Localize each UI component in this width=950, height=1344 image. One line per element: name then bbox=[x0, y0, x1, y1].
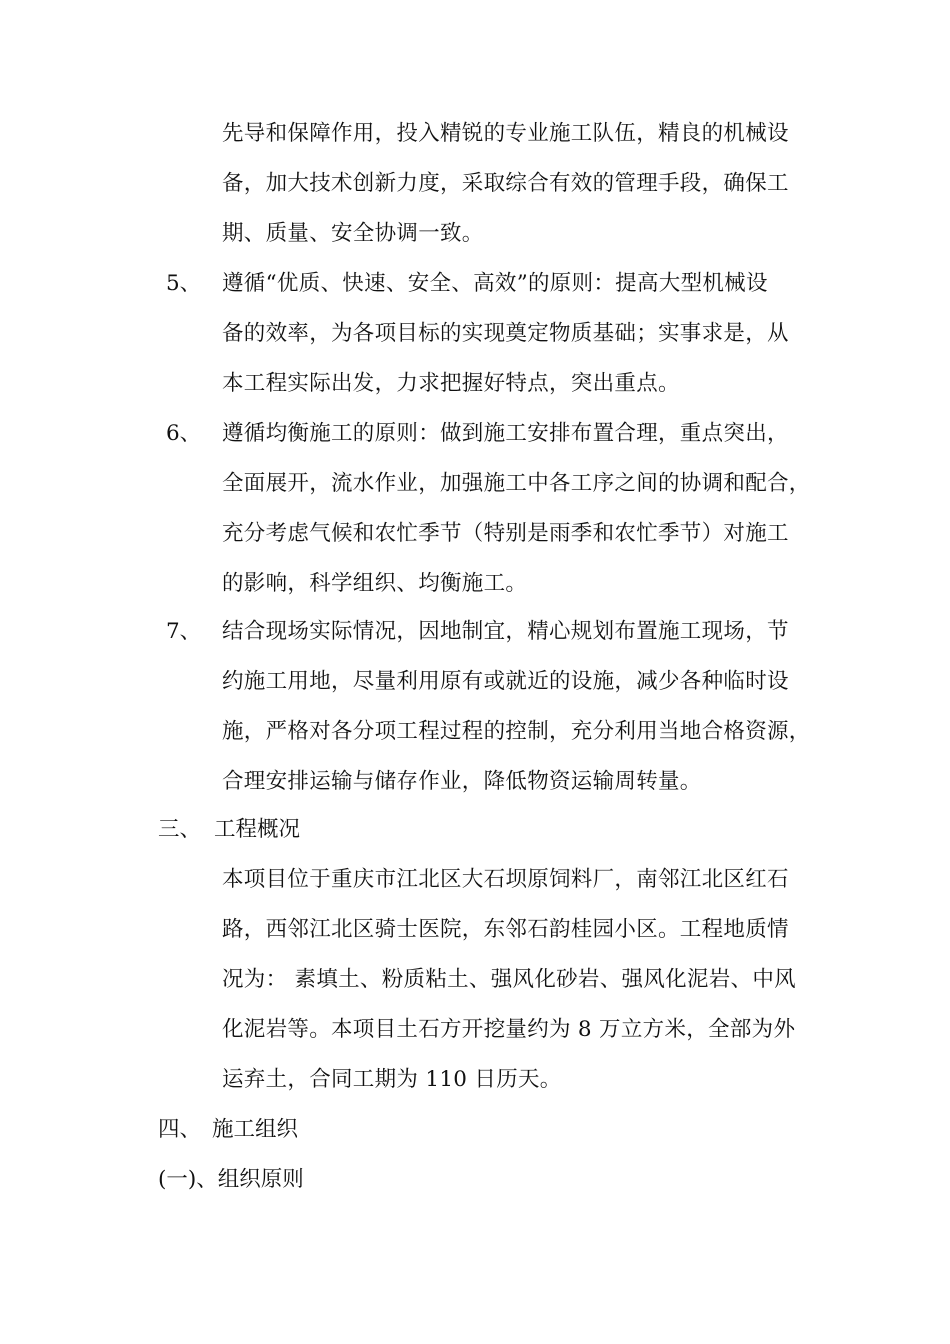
paragraph-line: 结合现场实际情况，因地制宜，精心规划布置施工现场，节 bbox=[222, 619, 789, 644]
list-item-number: 5、 bbox=[166, 271, 202, 296]
paragraph-line: 期、质量、安全协调一致。 bbox=[222, 221, 484, 246]
paragraph-line: 运弃土，合同工期为 110 日历天。 bbox=[222, 1067, 562, 1092]
paragraph-line: 备，加大技术创新力度，采取综合有效的管理手段，确保工 bbox=[222, 171, 789, 196]
list-item-number: 7、 bbox=[166, 619, 202, 644]
list-item-number: 6、 bbox=[166, 421, 202, 446]
paragraph-line: 约施工用地，尽量利用原有或就近的设施，减少各种临时设 bbox=[222, 669, 789, 694]
section-title: 工程概况 bbox=[214, 817, 301, 842]
paragraph-line: 遵循“优质、快速、安全、高效”的原则：提高大型机械设 bbox=[222, 271, 768, 296]
paragraph-line: 路，西邻江北区骑士医院，东邻石韵桂园小区。工程地质情 bbox=[222, 917, 789, 942]
paragraph-line: 化泥岩等。本项目土石方开挖量约为 8 万立方米，全部为外 bbox=[222, 1017, 796, 1042]
paragraph-line: 充分考虑气候和农忙季节（特别是雨季和农忙季节）对施工 bbox=[222, 521, 789, 546]
paragraph-line: 全面展开，流水作业，加强施工中各工序之间的协调和配合， bbox=[222, 471, 811, 496]
paragraph-line: 先导和保障作用，投入精锐的专业施工队伍，精良的机械设 bbox=[222, 121, 789, 146]
section-number: 三、 bbox=[158, 817, 202, 842]
section-title: 施工组织 bbox=[212, 1117, 299, 1142]
paragraph-line: 施，严格对各分项工程过程的控制，充分利用当地合格资源， bbox=[222, 719, 811, 744]
paragraph-line: 备的效率，为各项目标的实现奠定物质基础；实事求是，从 bbox=[222, 321, 789, 346]
section-number: 四、 bbox=[158, 1117, 202, 1142]
paragraph-line: 本工程实际出发，力求把握好特点，突出重点。 bbox=[222, 371, 680, 396]
paragraph-line: 本项目位于重庆市江北区大石坝原饲料厂，南邻江北区红石 bbox=[222, 867, 789, 892]
paragraph-line: 况为： 素填土、粉质粘土、强风化砂岩、强风化泥岩、中风 bbox=[222, 967, 796, 992]
paragraph-line: 合理安排运输与储存作业，降低物资运输周转量。 bbox=[222, 769, 702, 794]
paragraph-line: 的影响，科学组织、均衡施工。 bbox=[222, 571, 528, 596]
subsection-title: (一)、组织原则 bbox=[158, 1167, 304, 1192]
paragraph-line: 遵循均衡施工的原则：做到施工安排布置合理，重点突出， bbox=[222, 421, 789, 446]
